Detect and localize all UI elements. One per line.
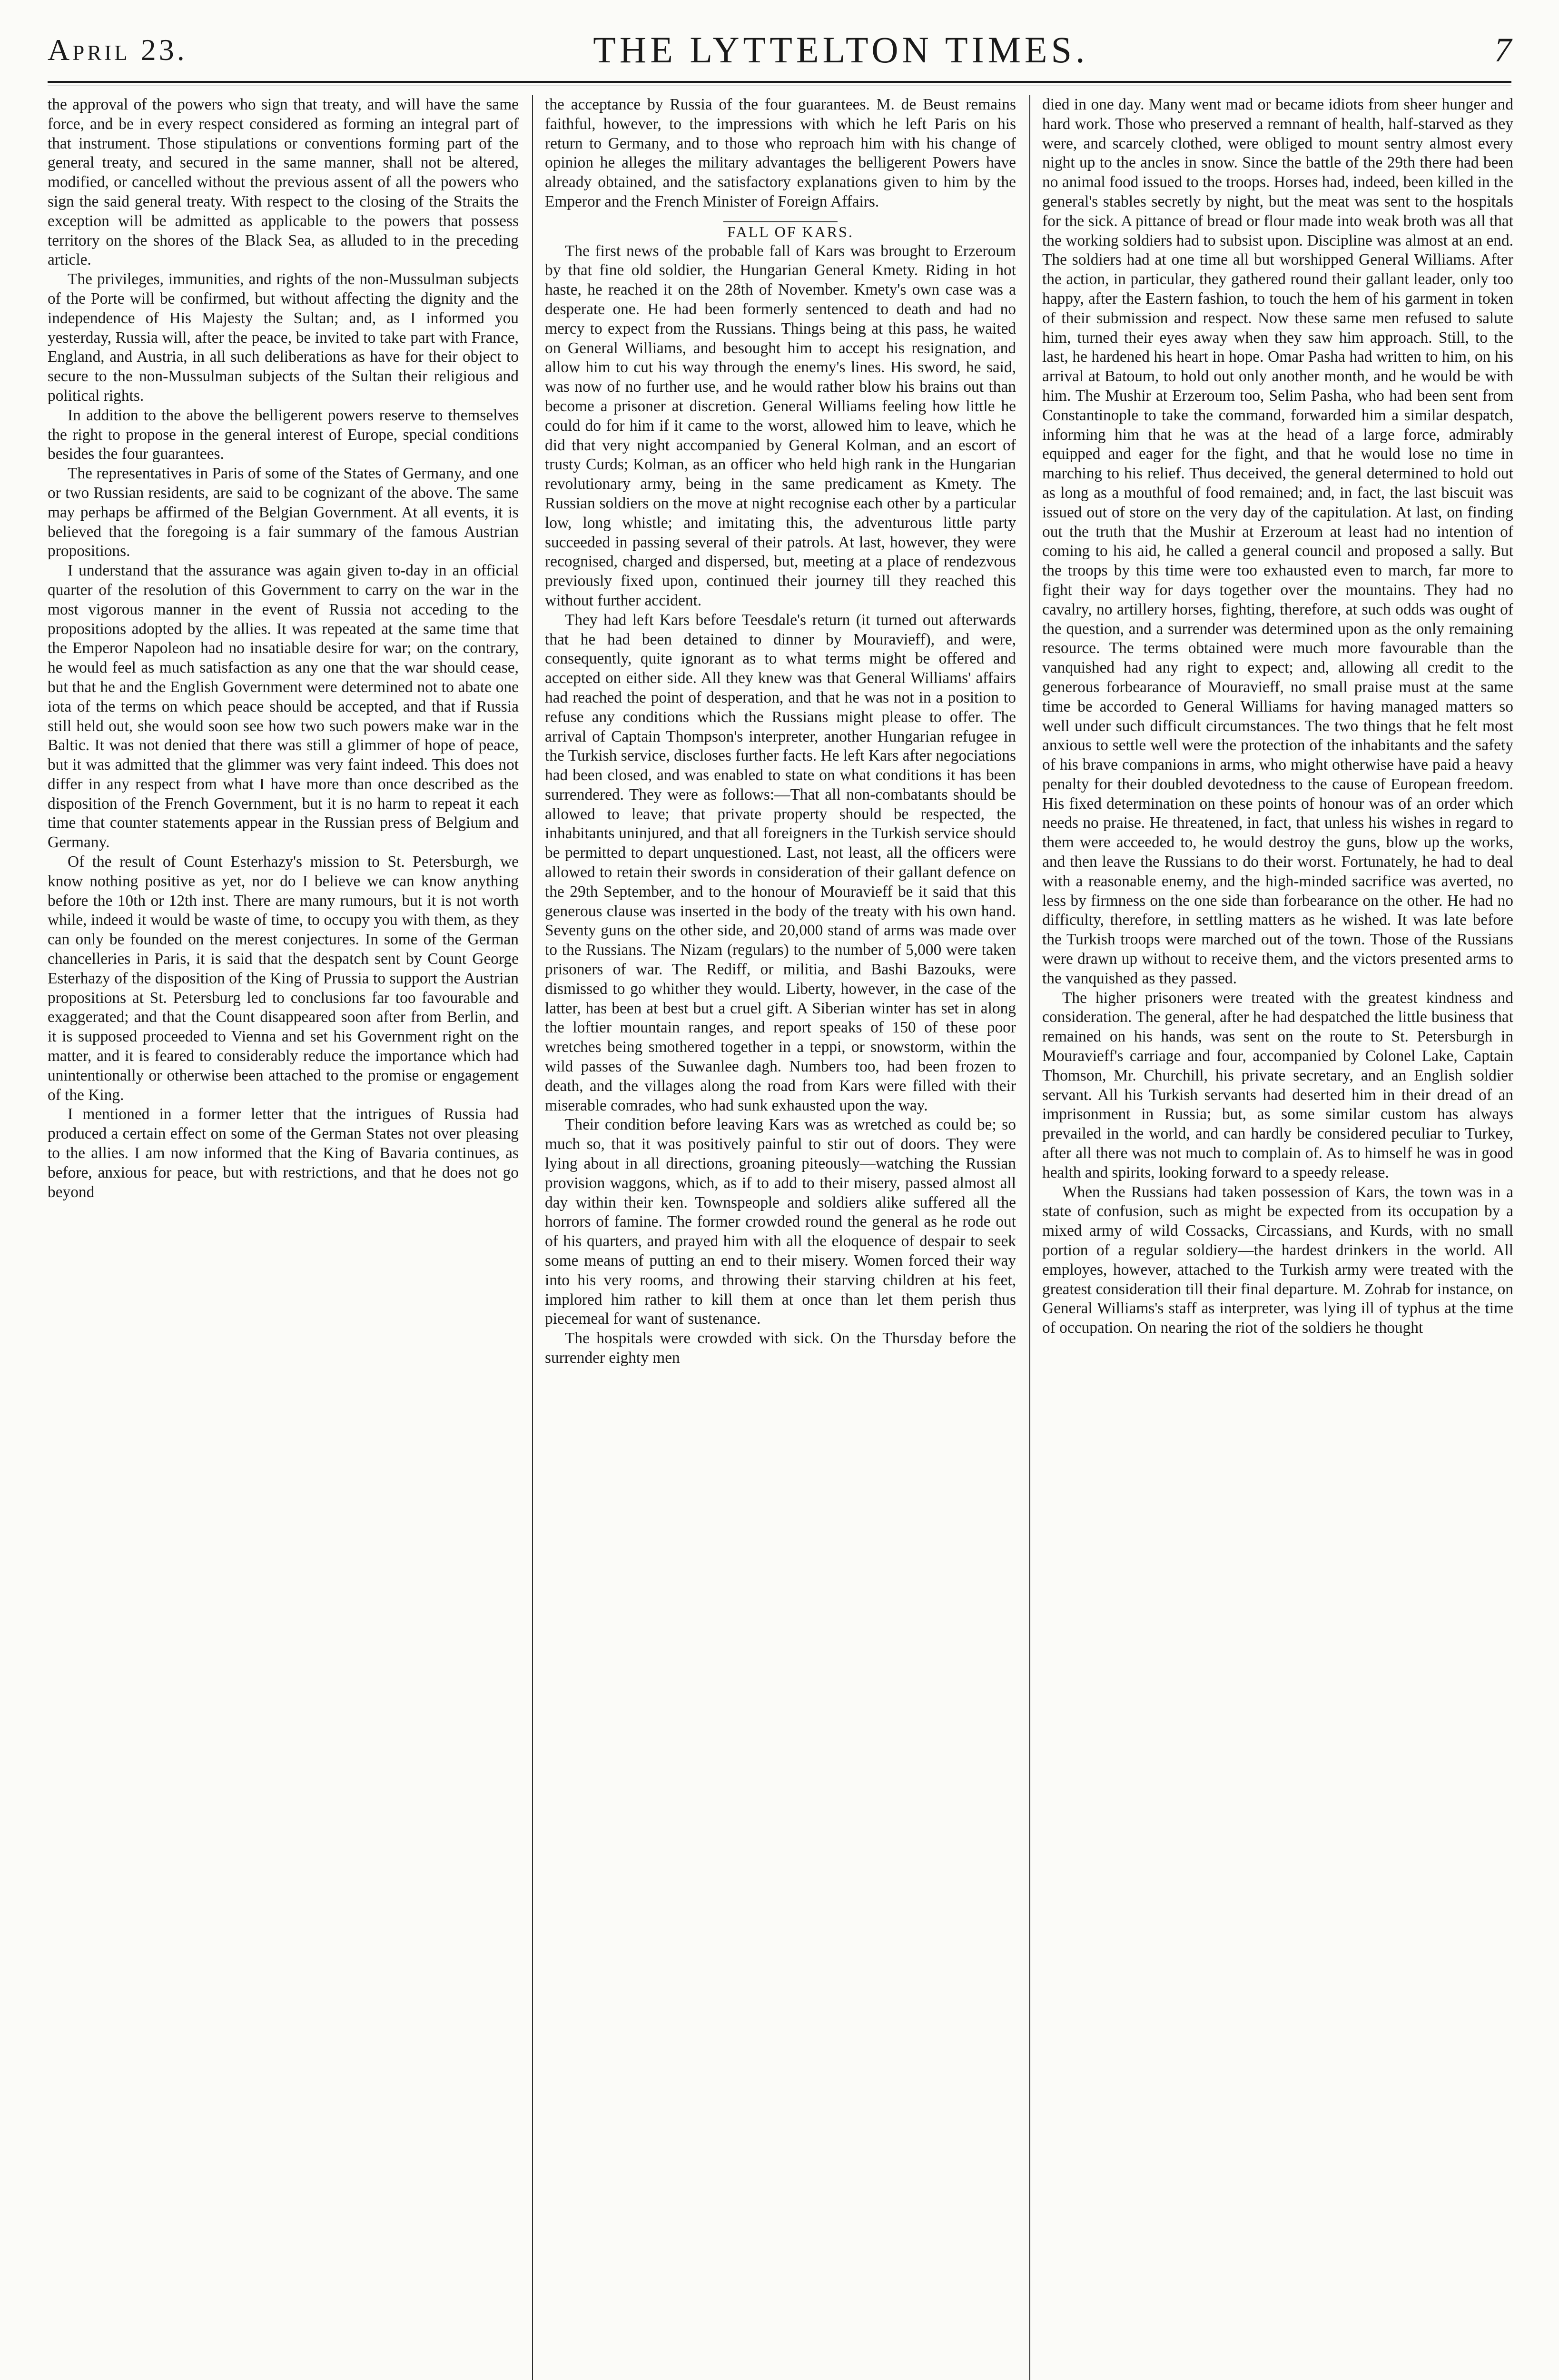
section-heading: FALL OF KARS. (727, 223, 854, 240)
issue-date: April 23. (48, 33, 187, 67)
page-number: 7 (1494, 30, 1511, 69)
newspaper-title: THE LYTTELTON TIMES. (593, 29, 1089, 70)
paragraph: the approval of the powers who sign that treaty, and will have the same force, and be in every respect considered as forming an integral part of that instrument. Those stipulations or conventions forming part of the general treaty, and secured in the same manner, shall not be altered, modified, or cancelled without the previous assent of all the powers who sign the said general treaty. With respect to the closing of the Straits the exception will be admitted as applicable to the powers that possess territory on the shores of the Black Sea, as alluded to in the preceding article. (48, 96, 519, 269)
paragraph: The hospitals were crowded with sick. On the Thursday before the surrender eighty men (545, 1329, 1016, 1367)
column-divider (532, 95, 533, 2380)
column-2 (545, 95, 1016, 2380)
masthead-rule (48, 81, 1511, 83)
paragraph: They had left Kars before Teesdale's return (it turned out afterwards that he had been detained to dinner by Mouravieff), and were, consequently, quite ignorant as to what terms might be offered and accepted on either side. All they knew was that General Williams' affairs had reached the point of desperation, and that he was not in a position to refuse any conditions which the Russians might please to offer. The arrival of Captain Thompson's interpreter, another Hungarian refugee in the Turkish service, discloses further facts. He left Kars after negociations had been closed, and was enabled to state on what conditions it has been surrendered. They were as follows:—That all non-combatants should be allowed to leave; that private property should be respected, the inhabitants uninjured, and that all foreigners in the Turkish service should be permitted to depart unquestioned. Last, not least, all the officers were allowed to retain their swords in consideration of their gallant defence on the 29th September, and to the honour of Mouravieff be it said that this generous clause was inserted in the body of the treaty with his own hand. Seventy guns on the other side, and 20,000 stand of arms was made over to the Russians. The Nizam (regulars) to the number of 5,000 were taken prisoners of war. The Rediff, or militia, and Bashi Bazouks, were dismissed to go whither they would. Liberty, however, in the case of the latter, has been at best but a cruel gift. A Siberian winter has set in along the loftier mountain ranges, and report speaks of 150 of these poor wretches being smothered together in a teppi, or snowstorm, within the wild passes of the Suwanlee dagh. Numbers too, had been frozen to death, and the villages along the road from Kars were filled with their miserable comrades, who had sunk exhausted upon the way. (545, 611, 1016, 1114)
masthead (48, 24, 1511, 76)
paragraph: The representatives in Paris of some of the States of Germany, and one or two Russian residents, are said to be cognizant of the above. The same may perhaps be affirmed of the Belgian Government. At all events, it is believed that the foregoing is a fair summary of the famous Austrian propositions. (48, 465, 519, 560)
paragraph: In addition to the above the belligerent powers reserve to themselves the right to propose in the general interest of Europe, special conditions besides the four guarantees. (48, 406, 519, 463)
paragraph: died in one day. Many went mad or became idiots from sheer hunger and hard work. Those who preserved a remnant of health, half-starved as they were, and scarcely clothed, were obliged to mount sentry almost every night up to the ancles in snow. Since the battle of the 29th there had been no animal food issued to the troops. Horses had, indeed, been killed in the general's stables secretly by night, but the meat was sent to the hospitals for the sick. A pittance of bread or flour made into weak broth was all that the working soldiers had to subsist upon. Discipline was almost at an end. The soldiers had at one time all but worshipped General Williams. After the action, in particular, they gathered round their gallant leader, only too happy, after the Eastern fashion, to touch the hem of his garment in token of their submission and respect. Now these same men refused to salute him, turned their eyes away when they saw him approach. Still, to the last, he hardened his heart in hope. Omar Pasha had written to him, on his arrival at Batoum, to hold out only another month, and he would be with him. The Mushir at Erzeroum too, Selim Pasha, who had been sent from Constantinople to take the command, forwarded him a similar despatch, informing him that he was at the head of a large force, admirably equipped and eager for the fight, and that he would lose no time in marching to his relief. Thus deceived, the general determined to hold out as long as a mouthful of food remained; and, in fact, the last biscuit was issued out of store on the very day of the capitulation. At last, on finding out the truth that the Mushir at Erzeroum at least had no intention of coming to his aid, he called a general council and proposed a sally. But the troops by this time were too exhausted even to march, far more to fight their way for days together over the mountains. They had no cavalry, no artillery horses, fighting, therefore, at such odds was ought of the question, and a surrender was determined upon as the only remaining resource. The terms obtained were much more favourable than the vanquished had any right to expect; and, allowing all credit to the generous forbearance of Mouravieff, no small praise must at the same time be accorded to General Williams for having managed matters so well under such difficult circumstances. The two things that he felt most anxious to settle well were the protection of the inhabitants and the safety of his brave companions in arms, who might otherwise have paid a heavy penalty for their doubled devotedness to the cause of European freedom. His fixed determination on these points of honour was of an order which needs no praise. He threatened, in fact, that unless his wishes in regard to them were acceeded to, he would destroy the guns, blow up the works, and then leave the Russians to do their worst. Fortunately, he had to deal with a reasonable enemy, and the high-minded sacrifice was averted, no less by firmness on the one side than forbearance on the other. He had no difficulty, therefore, in settling matters as he wished. It was late before the Turkish troops were marched out of the town. Those of the Russians were drawn up without to receive them, and the victors presented arms to the vanquished as they passed. (1042, 96, 1513, 987)
column-divider (1029, 95, 1030, 2380)
paragraph: I mentioned in a former letter that the intrigues of Russia had produced a certain effect on some of the German States not over pleasing to the allies. I am now informed that the King of Bavaria continues, as before, anxious for peace, but with restrictions, and that he does not go beyond (48, 1105, 519, 1201)
paragraph: The privileges, immunities, and rights of the non-Mussulman subjects of the Porte will be confirmed, but without affecting the dignity and the independence of His Majesty the Sultan; and, as I informed you yesterday, Russia will, after the peace, be invited to take part with France, England, and Austria, in all such deliberations as have for their object to secure to the non-Mussulman subjects of the Sultan their religious and political rights. (48, 270, 519, 405)
paragraph: I understand that the assurance was again given to-day in an official quarter of the resolution of this Government to carry on the war in the most vigorous manner in the event of Russia not acceding to the propositions adopted by the allies. It was repeated at the same time that the Emperor Napoleon had no insatiable desire for war; on the contrary, he would feel as much satisfaction as any one that the war should cease, but that he and the English Government were determined not to abate one iota of the terms on which peace should be accepted, and that if Russia still held out, she would soon see how two such powers make war in the Baltic. It was not denied that there was still a glimmer of hope of peace, but it was admitted that the glimmer was very faint indeed. This does not differ in any respect from what I have more than once described as the disposition of the French Government, but it is no harm to repeat it each time that counter statements appear in the Russian press of Belgium and Germany. (48, 562, 519, 852)
paragraph: Of the result of Count Esterhazy's mission to St. Petersburgh, we know nothing positive as yet, nor do I believe we can know anything before the 10th or 12th inst. There are many rumours, but it is not worth while, indeed it would be waste of time, to occupy you with them, as they can only be founded on the merest conjectures. In some of the German chancelleries in Paris, it is said that the despatch sent by Count George Esterhazy of the disposition of the King of Prussia to support the Austrian propositions at St. Petersburg led to conclusions far too favourable and exaggerated; and that the Count disappeared soon after from Berlin, and it is supposed proceeded to Vienna and set his Government right on the matter, and it is feared to considerably reduce the importance which had unintentionally or otherwise been attached to the promise or engagement of the King. (48, 853, 519, 1104)
paragraph: When the Russians had taken possession of Kars, the town was in a state of confusion, such as might be expected from its occupation by a mixed army of wild Cossacks, Circassians, and Kurds, with no small portion of a regular soldiery—the hardest drinkers in the world. All employes, however, attached to the Turkish army were treated with the greatest consideration till their final departure. M. Zohrab for instance, on General Williams's staff as interpreter, was lying ill of typhus at the time of occupation. On nearing the riot of the soldiers he thought (1042, 1183, 1513, 1337)
paragraph: Their condition before leaving Kars was as wretched as could be; so much so, that it was positively painful to stir out of doors. They were lying about in all directions, groaning piteously—watching the Russian provision waggons, which, as if to add to their misery, passed almost all day within their ken. Townspeople and soldiers alike suffered all the horrors of famine. The former crowded round the general as he rode out of his quarters, and prayed him with all the eloquence of despair to seek some means of putting an end to their misery. Women forced their way into his very rooms, and throwing their starving children at his feet, implored him rather to kill them at once than let them perish thus piecemeal for want of sustenance. (545, 1116, 1016, 1328)
paragraph: The first news of the probable fall of Kars was brought to Erzeroum by that fine old soldier, the Hungarian General Kmety. Riding in hot haste, he reached it on the 28th of November. Kmety's own case was a desperate one. He had been formerly sentenced to death and had no mercy to expect from the Russians. Things being at this pass, he waited on General Williams, and besought him to accept his resignation, and allow him to cut his way through the enemy's lines. His sword, he said, was now of no further use, and he would rather blow his brains out than become a prisoner at discretion. General Williams feeling how little he could do for him if it came to the worst, allowed him to leave, which he did that very night accompanied by General Kolman, and an escort of trusty Curds; Kolman, as an officer who held high rank in the Hungarian revolutionary army, being in the same predicament as Kmety. The Russian soldiers on the move at night recognise each other by a particular low, long whistle; and imitating this, the adventurous little party succeeded in passing several of their patrols. At last, however, they were recognised, charged and dispersed, but, meeting at a place of rendezvous previously fixed upon, continued their journey till they reached this without further accident. (545, 242, 1016, 609)
column-3 (1042, 95, 1513, 2380)
paragraph: the acceptance by Russia of the four guarantees. M. de Beust remains faithful, however, to the impressions with which he left Paris on his return to Germany, and to those who reproach him with his change of opinion he alleges the military advantages the belligerent Powers have already obtained, and the satisfactory explanations given to him by the Emperor and the French Minister of Foreign Affairs. (545, 96, 1016, 210)
paragraph: The higher prisoners were treated with the greatest kindness and consideration. The general, after he had despatched the little business that remained on his hands, was sent on the route to St. Petersburgh in Mouravieff's carriage and four, accompanied by Colonel Lake, Captain Thomson, Mr. Churchill, his private secretary, and an English soldier servant. All his Turkish servants had deserted him in their dread of an imprisonment in Russia; but, as some similar custom has always prevailed in the world, and can hardly be considered peculiar to Turkey, after all there was not much to complain of. As to himself he was in good health and spirits, looking forward to a speedy release. (1042, 989, 1513, 1181)
column-1 (48, 95, 519, 2380)
